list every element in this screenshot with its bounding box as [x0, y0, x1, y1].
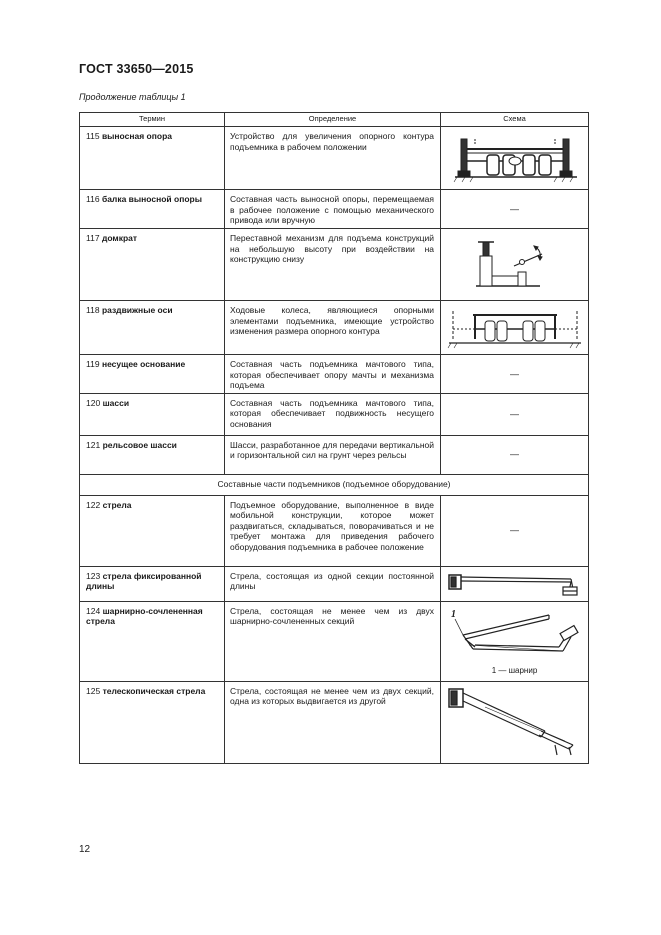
- table-row: [80, 127, 589, 190]
- term-cell: 123 стрела фиксированной длины: [80, 566, 225, 601]
- table-row: [80, 601, 589, 681]
- schema-cell: —: [441, 190, 589, 229]
- figure-caption: 1 — шарнир: [491, 666, 538, 676]
- column-header-schema: Схема: [441, 113, 589, 127]
- definition-cell: Стрела, состоящая из одной секции постоянной длины: [225, 566, 441, 601]
- schema-cell: —: [441, 355, 589, 394]
- column-header-term: Термин: [80, 113, 225, 127]
- schema-cell: [441, 127, 589, 190]
- schema-cell: —: [441, 435, 589, 474]
- table-row: [80, 681, 589, 763]
- terms-table: [79, 112, 589, 764]
- term-cell: 118 раздвижные оси: [80, 301, 225, 355]
- table-row: [80, 355, 589, 394]
- page-number: 12: [79, 844, 91, 855]
- table-row: [80, 566, 589, 601]
- schema-cell: [441, 601, 589, 681]
- telescopic-boom-diagram: [445, 685, 585, 759]
- table-header-row: [80, 113, 589, 127]
- term-cell: 115 выносная опора: [80, 127, 225, 190]
- section-heading: Составные части подъемников (подъемное оборудование): [80, 474, 589, 495]
- schema-cell: —: [441, 495, 589, 566]
- section-row: [80, 474, 589, 495]
- term-cell: 122 стрела: [80, 495, 225, 566]
- definition-cell: Ходовые колеса, являющиеся опорными элементами подъемника, имеющие устройство изменения размера опорного контура: [225, 301, 441, 355]
- outrigger-diagram: [445, 131, 585, 186]
- term-cell: 124 шарнирно-сочлененная стрела: [80, 601, 225, 681]
- definition-cell: Стрела, состоящая не менее чем из двух шарнирно-сочлененных секций: [225, 601, 441, 681]
- schema-cell: —: [441, 393, 589, 435]
- term-cell: 120 шасси: [80, 393, 225, 435]
- term-cell: 117 домкрат: [80, 229, 225, 301]
- term-cell: 121 рельсовое шасси: [80, 435, 225, 474]
- schema-cell: [441, 566, 589, 601]
- definition-cell: Переставной механизм для подъема конструкций на небольшую высоту при воздействии на конструкцию снизу: [225, 229, 441, 301]
- definition-cell: Подъемное оборудование, выполненное в виде мобильной конструкции, которое может раздвигаться, складываться, поворачиваться и не требует монтажа для приведения рабочего оборудования подъемника в рабочее положение: [225, 495, 441, 566]
- definition-cell: Устройство для увеличения опорного контура подъемника в рабочем положении: [225, 127, 441, 190]
- definition-cell: Стрела, состоящая не менее чем из двух секций, одна из которых выдвигается из другой: [225, 681, 441, 763]
- definition-cell: Составная часть подъемника мачтового типа, которая обеспечивает подвижность несущего основания: [225, 393, 441, 435]
- fixed-boom-diagram: [445, 569, 585, 599]
- table-row: [80, 301, 589, 355]
- term-cell: 119 несущее основание: [80, 355, 225, 394]
- definition-cell: Составная часть выносной опоры, перемещаемая в рабочее положение с помощью механического привода или вручную: [225, 190, 441, 229]
- table-row: [80, 229, 589, 301]
- schema-cell: [441, 681, 589, 763]
- table-row: [80, 190, 589, 229]
- articulated-boom-diagram: [445, 605, 585, 665]
- term-cell: 125 телескопическая стрела: [80, 681, 225, 763]
- definition-cell: Шасси, разработанное для передачи вертикальной и горизонтальной сил на грунт через рельсы: [225, 435, 441, 474]
- table-continuation-label: Продолжение таблицы 1: [79, 92, 186, 102]
- jack-diagram: [470, 236, 560, 294]
- column-header-definition: Определение: [225, 113, 441, 127]
- hinge-label: 1: [450, 609, 456, 621]
- schema-cell: [441, 229, 589, 301]
- axles-diagram: [445, 305, 585, 351]
- document-id: ГОСТ 33650—2015: [79, 62, 194, 76]
- table-row: [80, 435, 589, 474]
- term-cell: 116 балка выносной опоры: [80, 190, 225, 229]
- definition-cell: Составная часть подъемника мачтового типа, которая обеспечивает опору мачты и механизма подъема: [225, 355, 441, 394]
- table-row: [80, 393, 589, 435]
- schema-cell: [441, 301, 589, 355]
- table-row: [80, 495, 589, 566]
